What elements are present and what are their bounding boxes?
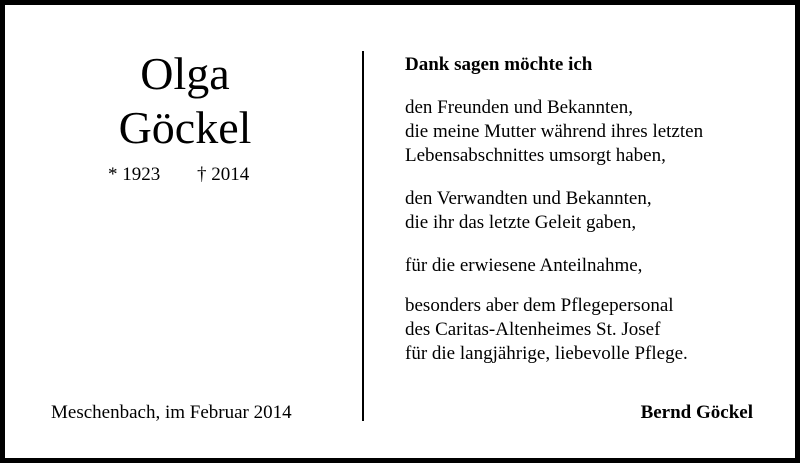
text-line: die ihr das letzte Geleit gaben, [405,212,637,233]
text-line: Lebensabschnittes umsorgt haben, [405,145,666,166]
text-line: des Caritas-Altenheimes St. Josef [405,319,661,340]
thanks-paragraph-friends [405,96,703,168]
deceased-first-name: Olga [140,48,230,99]
death-year: † 2014 [197,164,250,185]
place-and-date: Meschenbach, im Februar 2014 [51,402,292,423]
thanks-paragraph-sympathy [405,254,642,278]
birth-year: * 1923 [108,164,161,185]
thanks-heading: Dank sagen möchte ich [405,54,593,75]
text-line: die meine Mutter während ihres letzten [405,121,704,142]
text-line: den Freunden und Bekannten, [405,97,633,118]
thanks-paragraph-care-staff [405,294,688,366]
signature: Bernd Göckel [640,402,753,423]
deceased-last-name: Göckel [118,102,252,153]
vertical-divider [362,51,364,421]
text-line: besonders aber dem Pflegepersonal [405,295,674,316]
text-line: für die erwiesene Anteilnahme, [405,255,643,276]
text-line: den Verwandten und Bekannten, [405,188,652,209]
thanks-paragraph-relatives [405,187,652,235]
text-line: für die langjährige, liebevolle Pflege. [405,343,688,364]
